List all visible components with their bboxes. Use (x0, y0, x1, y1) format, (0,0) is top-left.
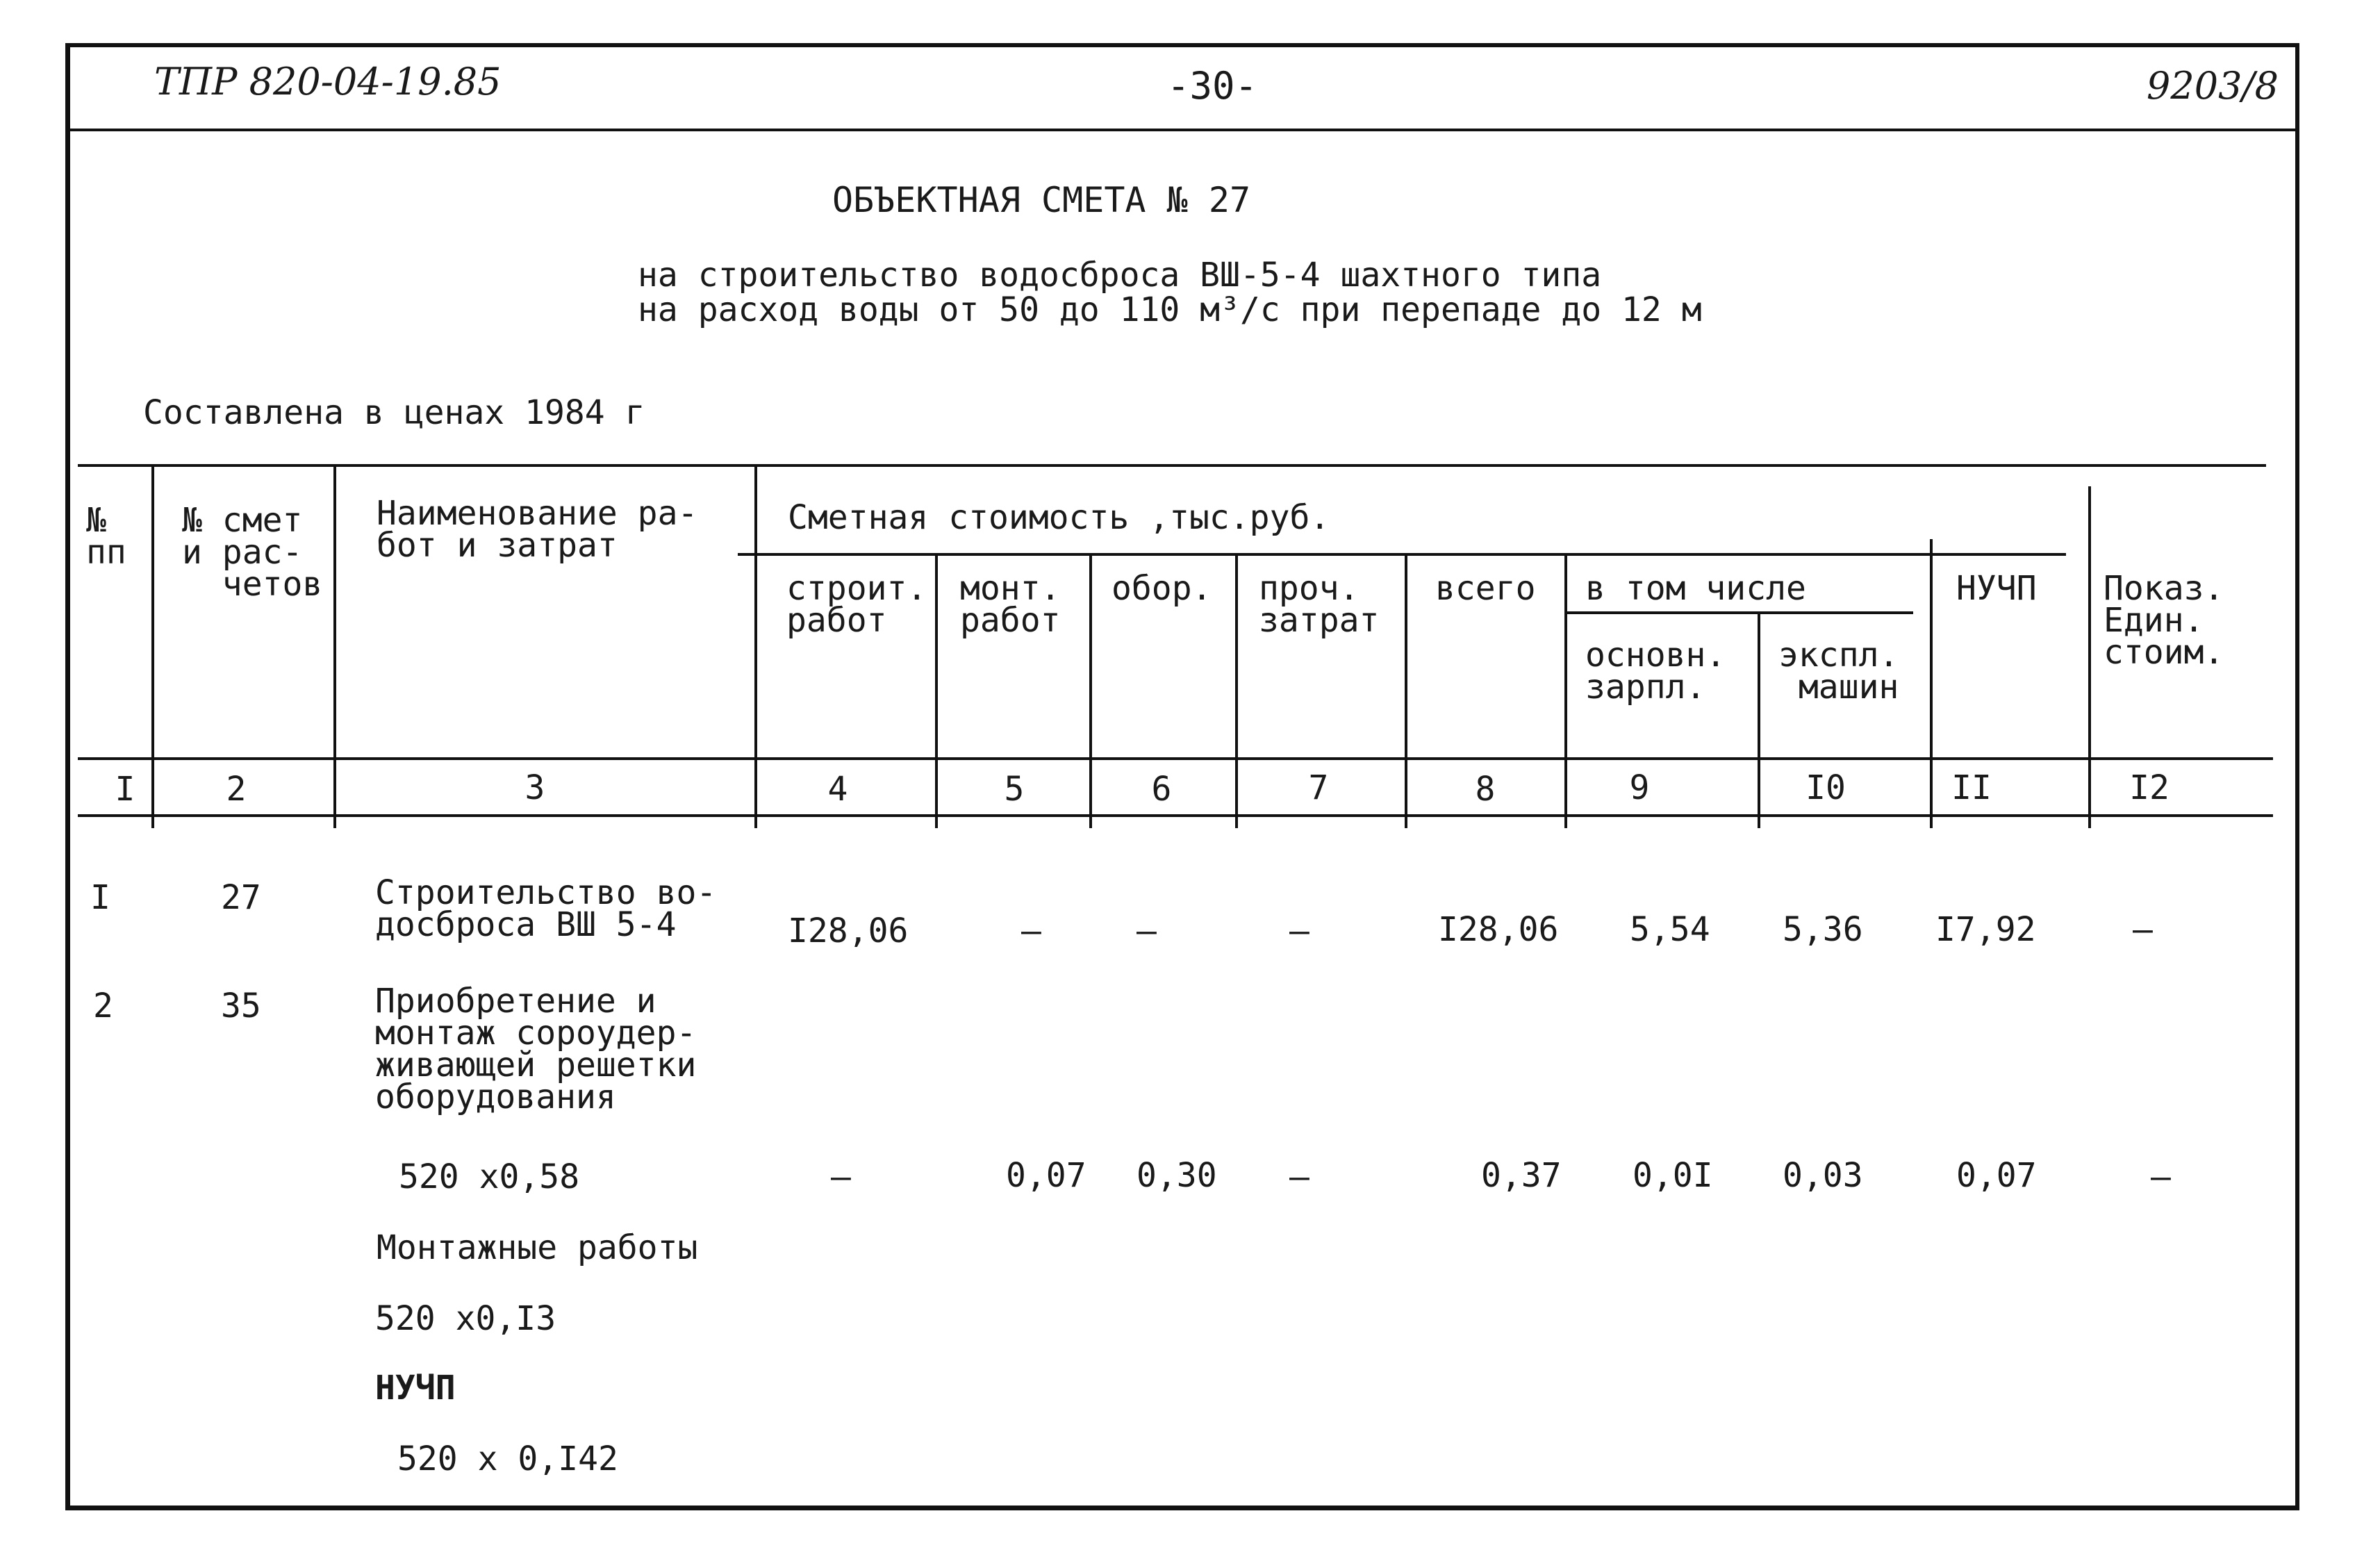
row2-indicator: – (2151, 1157, 2171, 1196)
page-number: -30- (1167, 64, 1258, 108)
col-number: 2 (226, 770, 247, 809)
row2-equipment: 0,30 (1137, 1156, 1217, 1195)
row1-equipment: – (1137, 912, 1157, 950)
col-number: I (115, 770, 135, 809)
col-line-6 (1235, 556, 1238, 828)
col-number: 6 (1151, 770, 1172, 809)
header-wages: основн. зарпл. (1585, 636, 1726, 707)
col-number: II (1951, 768, 1992, 807)
title-line-2: на строительство водосброса ВШ-5-4 шахтного типа (638, 256, 1602, 295)
row2-construction: – (831, 1157, 851, 1196)
row1-name: Строительство во- досброса ВШ 5-4 (375, 873, 717, 944)
col-number: 7 (1308, 768, 1329, 807)
row2-estimate: 35 (221, 987, 261, 1025)
col-number: 3 (524, 768, 545, 807)
col-line-5 (1089, 556, 1092, 828)
col-number: 4 (827, 770, 848, 809)
col-number: I0 (1805, 768, 1846, 807)
prices-note: Составлена в ценах 1984 г (143, 393, 645, 432)
header-bottom-rule (78, 757, 2273, 760)
col-line-2 (333, 467, 336, 828)
header-nuchp: НУЧП (1956, 569, 2037, 608)
title-line-3: на расход воды от 50 до 110 м³/с при перепаде до 12 м (638, 290, 1702, 329)
header-row-number: № пп (86, 501, 126, 572)
header-construction: строит. работ (786, 569, 927, 640)
col-line-11 (2088, 486, 2091, 828)
mount-works-formula: 520 х0,I3 (375, 1299, 556, 1338)
nuchp-label: НУЧП (375, 1369, 456, 1408)
row2-machines: 0,03 (1783, 1156, 1863, 1195)
nuchp-formula: 520 х 0,I42 (397, 1440, 618, 1478)
estimate-title: ОБЪЕКТНАЯ СМЕТА № 27 (832, 180, 1251, 220)
col-line-8 (1564, 556, 1567, 828)
col-line-9 (1758, 614, 1760, 828)
row1-estimate: 27 (221, 878, 261, 917)
header-total: всего (1435, 569, 1536, 608)
row2-installation: 0,07 (1006, 1156, 1086, 1195)
col-number: 5 (1004, 770, 1025, 809)
table-top-rule (78, 464, 2266, 467)
sheet-code: 9203/8 (2147, 64, 2279, 108)
row1-machines: 5,36 (1783, 910, 1863, 949)
row2-name: Приобретение и монтаж сороудер- живающей решетки оборудования (375, 982, 697, 1116)
col-line-10 (1930, 539, 1933, 828)
row1-total: I28,06 (1438, 910, 1559, 949)
header-rule (67, 129, 2297, 131)
row2-number: 2 (93, 987, 113, 1025)
row1-indicator: – (2133, 910, 2153, 949)
row2-wages: 0,0I (1633, 1156, 1713, 1195)
row2-nuchp: 0,07 (1956, 1156, 2037, 1195)
header-unit-cost: Показ. Един. стоим. (2104, 569, 2224, 672)
row2-formula: 520 х0,58 (399, 1157, 580, 1196)
header-other: проч. затрат (1259, 569, 1380, 640)
row1-nuchp: I7,92 (1935, 910, 2036, 949)
col-number: 9 (1629, 768, 1650, 807)
col-line-4 (935, 556, 938, 828)
header-including: в том числе (1585, 569, 1806, 608)
row2-total: 0,37 (1481, 1156, 1562, 1195)
doc-code: ТПР 820-04-19.85 (154, 60, 502, 104)
header-installation: монт. работ (960, 569, 1061, 640)
mount-works-label: Монтажные работы (377, 1228, 698, 1267)
row1-installation: – (1021, 912, 1041, 950)
header-estimated-cost: Сметная стоимость ,тыс.руб. (788, 498, 1330, 537)
header-machines: экспл. машин (1778, 636, 1899, 707)
header-estimate-number: № смет и рас- четов (182, 501, 323, 604)
row1-number: I (90, 878, 110, 917)
row1-wages: 5,54 (1630, 910, 1710, 949)
header-equipment: обор. (1112, 569, 1212, 608)
incl-rule (1566, 611, 1913, 614)
row1-other: – (1289, 912, 1309, 950)
col-number: I2 (2129, 768, 2170, 807)
header-work-name: Наименование ра- бот и затрат (377, 494, 698, 565)
row1-construction: I28,06 (788, 912, 909, 950)
col-number: 8 (1475, 770, 1496, 809)
col-line-7 (1405, 556, 1407, 828)
col-number-rule (78, 814, 2273, 817)
col-line-3 (754, 467, 757, 828)
row2-other: – (1289, 1157, 1309, 1196)
